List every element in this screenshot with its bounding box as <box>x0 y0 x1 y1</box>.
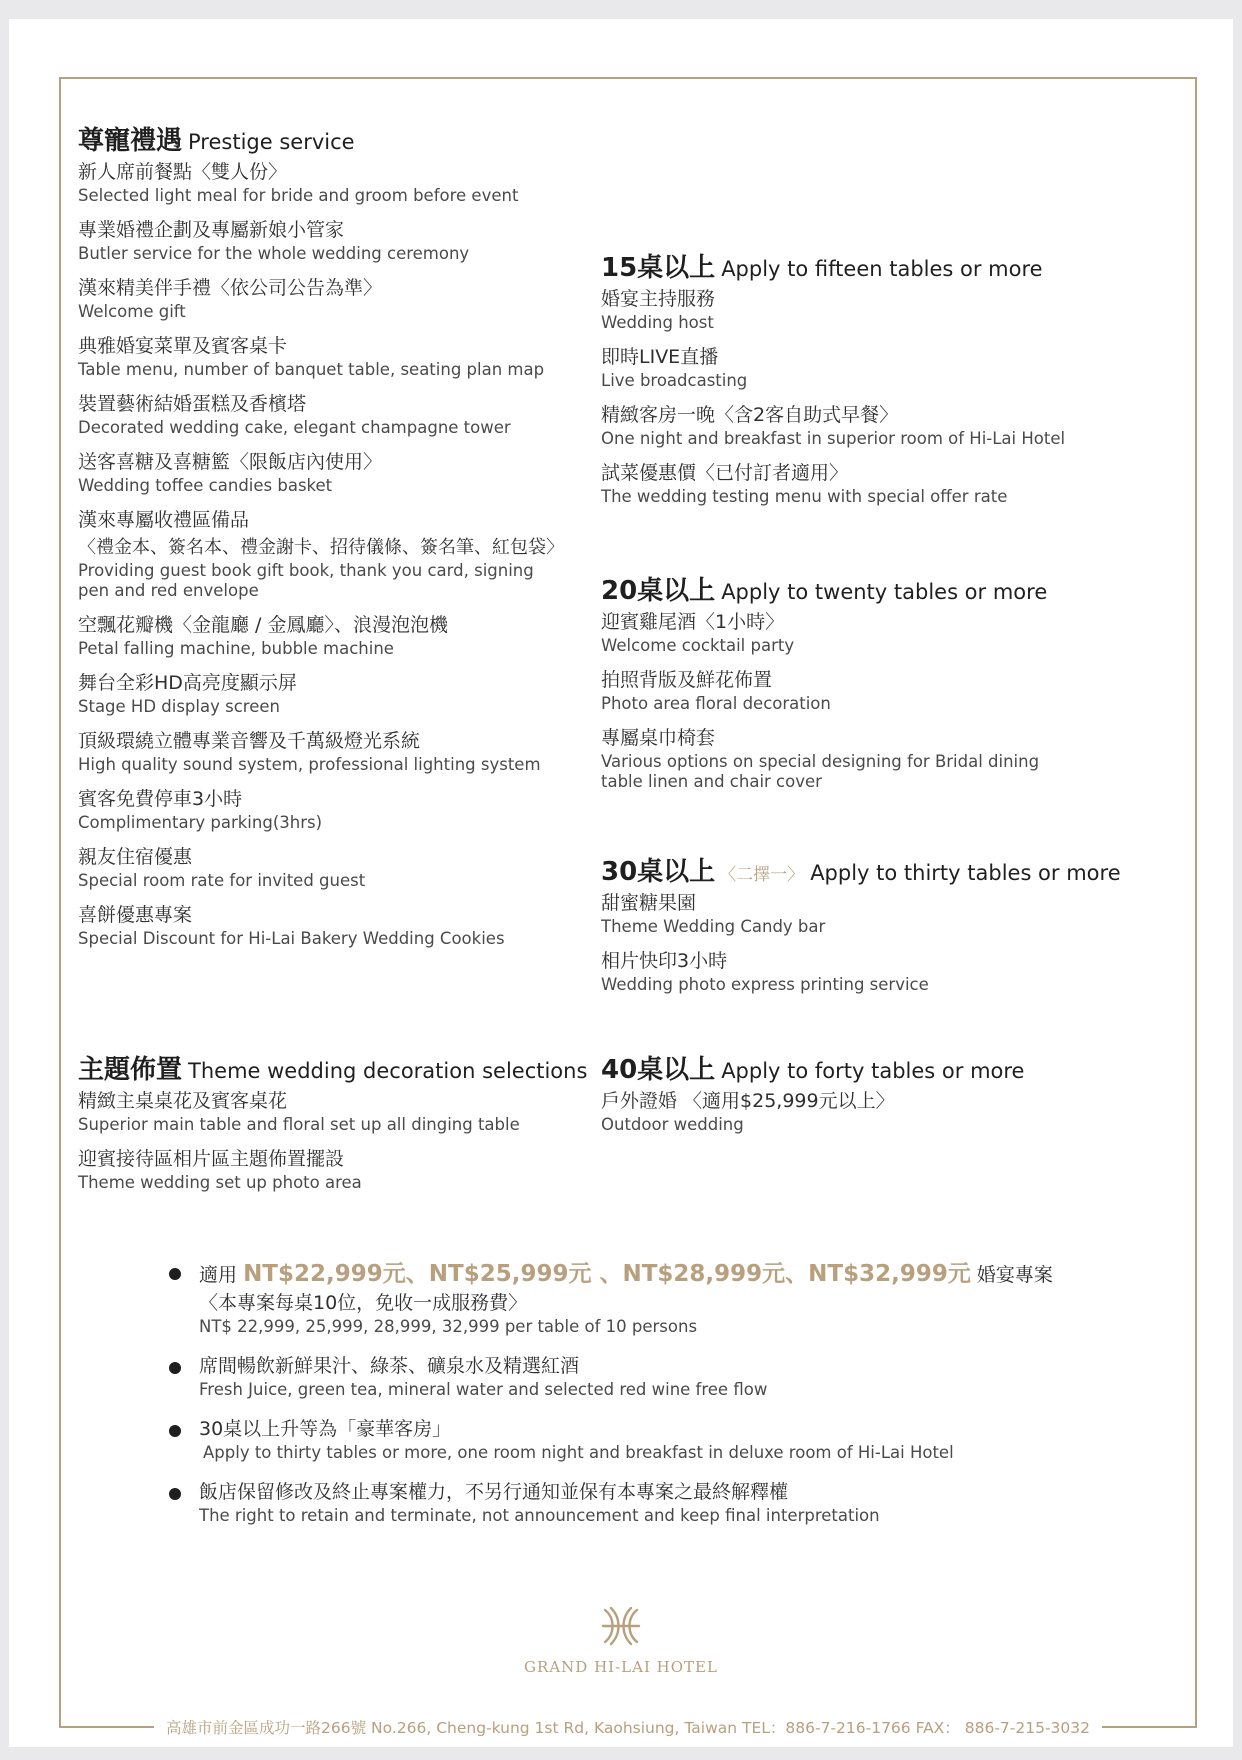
theme-item: 精緻主桌桌花及賓客桌花 Superior main table and floral set up all dinging table <box>78 1090 520 1134</box>
tables-20-item: 拍照背版及鮮花佈置 Photo area floral decoration <box>601 669 831 713</box>
prestige-item: 頂級環繞立體專業音響及千萬級燈光系統 High quality sound system, professional lighting system <box>78 730 541 774</box>
theme-section <box>78 1049 658 1193</box>
prestige-item: 賓客免費停車3小時 Complimentary parking(3hrs) <box>78 788 323 832</box>
prestige-item: 漢來精美伴手禮〈依公司公告為準〉 Welcome gift <box>78 277 383 321</box>
tables-15-item: 精緻客房一晚〈含2客自助式早餐〉 One night and breakfast in superior room of Hi-Lai Hotel <box>601 404 1066 448</box>
prestige-item: 送客喜糖及喜糖籃〈限飯店內使用〉 Wedding toffee candies basket <box>78 451 383 495</box>
bullet-dot-icon <box>169 1488 181 1500</box>
package-prices: NT$22,999元、NT$25,999元 、NT$28,999元、NT$32,999元 <box>243 1261 971 1287</box>
tables-15-item: 試菜優惠價〈已付訂者適用〉 The wedding testing menu with special offer rate <box>601 462 1008 506</box>
prestige-item: 空飄花瓣機〈金龍廳 / 金鳳廳〉、浪漫泡泡機 Petal falling machine, bubble machine <box>78 614 448 658</box>
prestige-item: 新人席前餐點〈雙人份〉 Selected light meal for bride and groom before event <box>78 161 519 205</box>
footer-rule-left <box>59 1726 154 1728</box>
bullet-dot-icon <box>169 1362 181 1374</box>
prestige-section <box>78 120 658 949</box>
bullet-dot-icon <box>169 1425 181 1437</box>
tables-20-section <box>601 570 1161 792</box>
tables-30-section <box>601 851 1201 995</box>
footer-rule-right <box>1102 1726 1197 1728</box>
tables-30-item: 相片快印3小時 Wedding photo express printing service <box>601 950 929 994</box>
note-item: 適用 NT$22,999元、NT$25,999元 、NT$28,999元、NT$32,999元 婚宴專案 〈本專案每桌10位，免收一成服務費〉 NT$ 22,999, 25,999, 28,999, 32,999 per table of 10 persons <box>169 1259 1099 1337</box>
prestige-item: 親友住宿優惠 Special room rate for invited guest <box>78 846 366 890</box>
bullet-dot-icon <box>169 1268 181 1280</box>
tables-30-title: 30桌以上 〈二擇一〉 Apply to thirty tables or more <box>601 857 1121 887</box>
footer <box>59 1715 1197 1739</box>
tables-20-item: 專屬桌巾椅套 Various options on special designing for Bridal dining table linen and chair cover <box>601 727 1040 791</box>
prestige-item: 舞台全彩HD高亮度顯示屏 Stage HD display screen <box>78 672 297 716</box>
theme-item: 迎賓接待區相片區主題佈置擺設 Theme wedding set up photo area <box>78 1148 362 1192</box>
package-notes <box>169 1259 1099 1542</box>
tables-15-title: 15桌以上 Apply to fifteen tables or more <box>601 253 1043 283</box>
tables-40-title: 40桌以上 Apply to forty tables or more <box>601 1055 1025 1085</box>
prestige-item: 喜餅優惠專案 Special Discount for Hi-Lai Bakery Wedding Cookies <box>78 904 505 948</box>
tables-15-item: 婚宴主持服務 Wedding host <box>601 288 716 332</box>
prestige-item: 裝置藝術結婚蛋糕及香檳塔 Decorated wedding cake, elegant champagne tower <box>78 393 511 437</box>
theme-title: 主題佈置 Theme wedding decoration selections <box>78 1055 588 1085</box>
tables-15-item: 即時LIVE直播 Live broadcasting <box>601 346 748 390</box>
footer-contact: 高雄市前金區成功一路266號 No.266, Cheng-kung 1st Rd, Kaohsiung, Taiwan TEL：886-7-216-1766 FAX： 886-7-215-3032 <box>166 1719 1090 1737</box>
tables-20-item: 迎賓雞尾酒〈1小時〉 Welcome cocktail party <box>601 611 795 655</box>
note-item: 30桌以上升等為「豪華客房」 Apply to thirty tables or more, one room night and breakfast in deluxe room of Hi-Lai Hotel <box>169 1416 1099 1463</box>
tables-40-section <box>601 1049 1161 1135</box>
tables-15-section <box>601 247 1161 507</box>
tables-30-item: 甜蜜糖果園 Theme Wedding Candy bar <box>601 892 826 936</box>
note-item: 飯店保留修改及終止專案權力，不另行通知並保有本專案之最終解釋權 The right to retain and terminate, not announcement and keep final interpretation <box>169 1479 1099 1526</box>
hotel-brand-name: GRAND HI-LAI HOTEL <box>524 1658 718 1676</box>
prestige-item: 專業婚禮企劃及專屬新娘小管家 Butler service for the whole wedding ceremony <box>78 219 470 263</box>
prestige-item: 典雅婚宴菜單及賓客桌卡 Table menu, number of banquet table, seating plan map <box>78 335 545 379</box>
hi-lai-logo-icon <box>599 1604 643 1648</box>
page-sheet <box>9 19 1233 1747</box>
prestige-title: 尊寵禮遇 Prestige service <box>78 126 355 156</box>
hotel-logo <box>9 1604 1233 1676</box>
prestige-item: 漢來專屬收禮區備品 〈禮金本、簽名本、禮金謝卡、招待儀條、簽名筆、紅包袋〉 Providing guest book gift book, thank you card, signing pen and red envelope <box>78 509 564 600</box>
note-item: 席間暢飲新鮮果汁、綠茶、礦泉水及精選紅酒 Fresh Juice, green tea, mineral water and selected red wine free flow <box>169 1353 1099 1400</box>
tables-40-item: 戶外證婚 〈適用$25,999元以上〉 Outdoor wedding <box>601 1090 895 1134</box>
tables-20-title: 20桌以上 Apply to twenty tables or more <box>601 576 1048 606</box>
